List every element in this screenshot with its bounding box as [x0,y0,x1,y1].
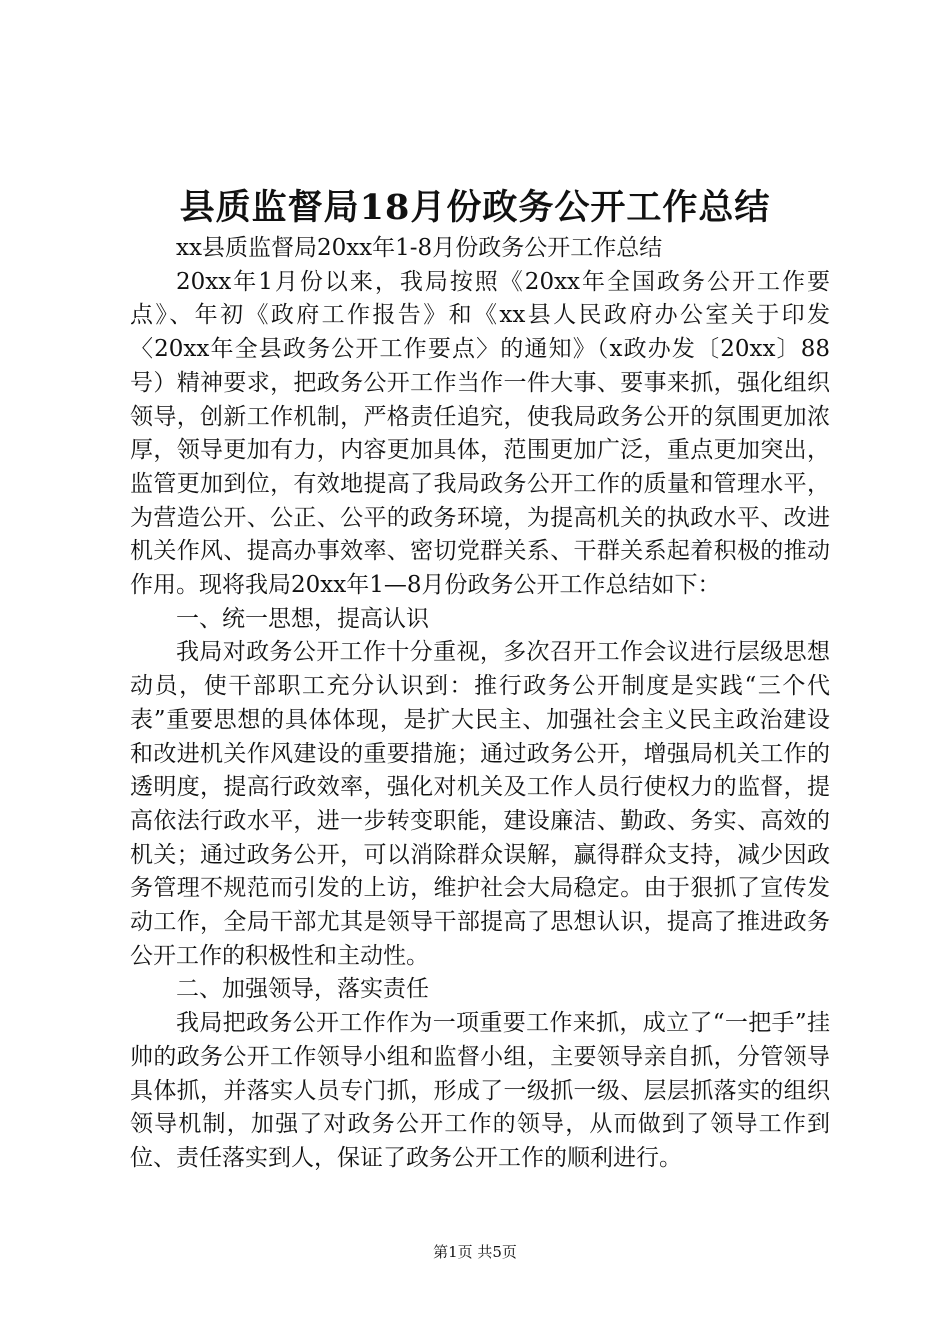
document-title: 县质监督局18月份政务公开工作总结 [179,187,771,228]
section-2-paragraph: 我局把政务公开工作作为一项重要工作来抓，成立了“一把手”挂帅的政务公开工作领导小组和监督小组，主要领导亲自抓，分管领导具体抓，并落实人员专门抓，形成了一级抓一级、层层抓落实的组织领导机制，加强了对政务公开工作的领导，从而做到了领导工作到位、责任落实到人，保证了政务公开工作的顺利进行。 [130,1010,830,1171]
section-1-paragraph: 我局对政务公开工作十分重视，多次召开工作会议进行层级思想动员，使干部职工充分认识到：推行政务公开制度是实践“三个代表”重要思想的具体体现，是扩大民主、加强社会主义民主政治建设和改进机关作风建设的重要措施；通过政务公开，增强局机关工作的透明度，提高行政效率，强化对机关及工作人员行使权力的监督，提高依法行政水平，进一步转变职能，建设廉洁、勤政、务实、高效的机关；通过政务公开，可以消除群众误解，赢得群众支持，减少因政务管理不规范而引发的上访，维护社会大局稳定。由于狠抓了宣传发动工作，全局干部尤其是领导干部提高了思想认识，提高了推进政务公开工作的积极性和主动性。 [130,639,830,969]
intro-paragraph: 20xx年1月份以来，我局按照《20xx年全国政务公开工作要点》、年初《政府工作报告》和《xx县人民政府办公室关于印发〈20xx年全县政务公开工作要点〉的通知》（x政办发〔20xx〕88号）精神要求，把政务公开工作当作一件大事、要事来抓，强化组织领导，创新工作机制，严格责任追究，使我局政务公开的氛围更加浓厚，领导更加有力，内容更加具体，范围更加广泛，重点更加突出，监管更加到位，有效地提高了我局政务公开工作的质量和管理水平，为营造公开、公正、公平的政务环境，为提高机关的执政水平、改进机关作风、提高办事效率、密切党群关系、干群关系起着积极的推动作用。现将我局20xx年1—8月份政务公开工作总结如下： [130,268,830,599]
section-heading-1: 一、统一思想，提高认识 [176,605,429,632]
page-number-footer: 第1页 共5页 [433,1243,517,1261]
section-heading-2: 二、加强领导，落实责任 [176,976,429,1003]
document-body [130,232,830,1176]
document-subtitle-paragraph: xx县质监督局20xx年1-8月份政务公开工作总结 [176,235,663,261]
